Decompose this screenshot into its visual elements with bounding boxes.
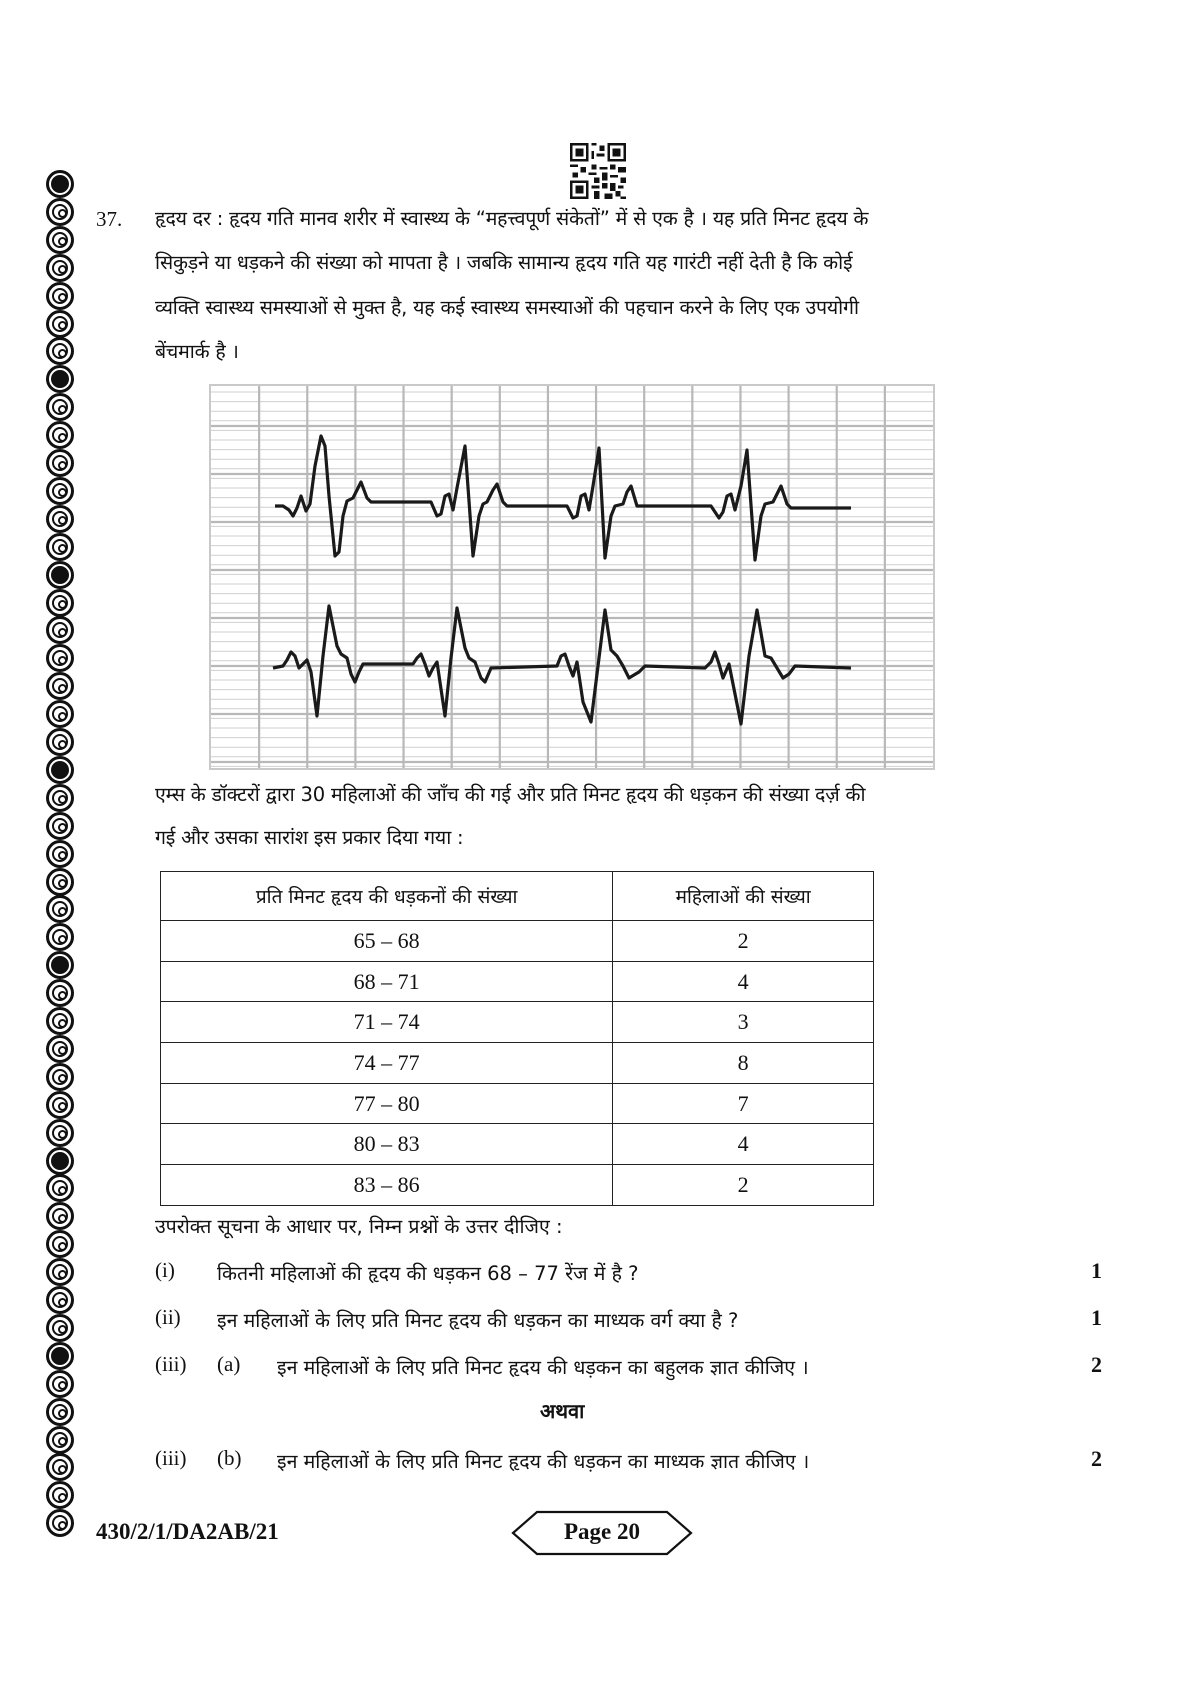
- sub-question-label: (i): [155, 1258, 175, 1282]
- table-row: [161, 1043, 874, 1084]
- question-paragraph-line: हृदय दर : हृदय गति मानव शरीर में स्वास्थ्य के “महत्त्वपूर्ण संकेतों” में से एक है । यह प्रति मिनट हृदय के: [155, 207, 869, 230]
- concentric-circle-marker-icon: [46, 226, 74, 254]
- filled-circle-marker-icon: [46, 365, 74, 393]
- concentric-circle-marker-icon: [46, 840, 74, 868]
- qr-code-icon: [569, 143, 627, 199]
- concentric-circle-marker-icon: [46, 1426, 74, 1454]
- table-header-row: [161, 872, 874, 921]
- concentric-circle-marker-icon: [46, 728, 74, 756]
- frequency: 3: [613, 1002, 874, 1043]
- concentric-circle-marker-icon: [46, 1174, 74, 1202]
- concentric-circle-marker-icon: [46, 254, 74, 282]
- concentric-circle-marker-icon: [46, 1007, 74, 1035]
- class-interval: 80 – 83: [161, 1124, 613, 1165]
- concentric-circle-marker-icon: [46, 1286, 74, 1314]
- marks: 1: [1091, 1258, 1102, 1283]
- concentric-circle-marker-icon: [46, 337, 74, 365]
- question-paragraph-line: व्यक्ति स्वास्थ्य समस्याओं से मुक्त है, यह कई स्वास्थ्य समस्याओं की पहचान करने के लिए एक उपयोगी: [155, 296, 859, 319]
- marks: 1: [1091, 1305, 1102, 1330]
- concentric-circle-marker-icon: [46, 1119, 74, 1147]
- page-number: Page 20: [563, 1519, 640, 1544]
- concentric-circle-marker-icon: [46, 700, 74, 728]
- table-row: [161, 1002, 874, 1043]
- concentric-circle-marker-icon: [46, 1202, 74, 1230]
- table-row: [161, 961, 874, 1002]
- data-intro-line: गई और उसका सारांश इस प्रकार दिया गया :: [155, 826, 464, 849]
- frequency: 8: [613, 1043, 874, 1084]
- ecg-figure: [209, 384, 935, 770]
- frequency: 2: [613, 1165, 874, 1206]
- table-row: [161, 1124, 874, 1165]
- frequency: 4: [613, 1124, 874, 1165]
- question-number: 37.: [96, 207, 123, 231]
- frequency: 4: [613, 961, 874, 1002]
- concentric-circle-marker-icon: [46, 198, 74, 226]
- filled-circle-marker-icon: [46, 561, 74, 589]
- concentric-circle-marker-icon: [46, 1509, 74, 1537]
- table-row: [161, 1165, 874, 1206]
- concentric-circle-marker-icon: [46, 1370, 74, 1398]
- marks: 2: [1091, 1352, 1102, 1377]
- or-label: अथवा: [540, 1399, 585, 1423]
- filled-circle-marker-icon: [46, 1147, 74, 1175]
- sub-question-text: इन महिलाओं के लिए प्रति मिनट हृदय की धड़कन का माध्यक ज्ञात कीजिए ।: [277, 1450, 810, 1473]
- concentric-circle-marker-icon: [46, 421, 74, 449]
- concentric-circle-marker-icon: [46, 1035, 74, 1063]
- data-intro-line: एम्स के डॉक्टरों द्वारा 30 महिलाओं की जाँच की गई और प्रति मिनट हृदय की धड़कन की संख्या दर्ज़ की: [155, 783, 866, 806]
- table-row: [161, 921, 874, 962]
- concentric-circle-marker-icon: [46, 1091, 74, 1119]
- class-interval: 77 – 80: [161, 1083, 613, 1124]
- concentric-circle-marker-icon: [46, 533, 74, 561]
- table-row: [161, 1083, 874, 1124]
- class-interval: 83 – 86: [161, 1165, 613, 1206]
- sub-question-label: (ii): [155, 1305, 181, 1329]
- concentric-circle-marker-icon: [46, 1258, 74, 1286]
- paper-code: 430/2/1/DA2AB/21: [96, 1519, 279, 1544]
- concentric-circle-marker-icon: [46, 644, 74, 672]
- concentric-circle-marker-icon: [46, 1453, 74, 1481]
- concentric-circle-marker-icon: [46, 895, 74, 923]
- concentric-circle-marker-icon: [46, 310, 74, 338]
- frequency-table: [160, 871, 874, 1206]
- question-paragraph-line: बेंचमार्क है ।: [155, 340, 239, 363]
- class-interval: 68 – 71: [161, 961, 613, 1002]
- concentric-circle-marker-icon: [46, 282, 74, 310]
- column-header-women-count: महिलाओं की संख्या: [613, 872, 874, 921]
- concentric-circle-marker-icon: [46, 923, 74, 951]
- concentric-circle-marker-icon: [46, 1481, 74, 1509]
- concentric-circle-marker-icon: [46, 979, 74, 1007]
- class-interval: 71 – 74: [161, 1002, 613, 1043]
- sub-question-text: इन महिलाओं के लिए प्रति मिनट हृदय की धड़कन का माध्यक वर्ग क्या है ?: [217, 1309, 739, 1332]
- sub-question-part: (a): [217, 1352, 241, 1376]
- sub-question-text: इन महिलाओं के लिए प्रति मिनट हृदय की धड़कन का बहुलक ज्ञात कीजिए ।: [277, 1356, 809, 1379]
- concentric-circle-marker-icon: [46, 616, 74, 644]
- concentric-circle-marker-icon: [46, 477, 74, 505]
- concentric-circle-marker-icon: [46, 393, 74, 421]
- filled-circle-marker-icon: [46, 756, 74, 784]
- filled-circle-marker-icon: [46, 951, 74, 979]
- concentric-circle-marker-icon: [46, 672, 74, 700]
- concentric-circle-marker-icon: [46, 868, 74, 896]
- sub-question-i: [155, 1258, 1115, 1288]
- concentric-circle-marker-icon: [46, 1398, 74, 1426]
- filled-circle-marker-icon: [46, 1342, 74, 1370]
- sub-question-label: (iii): [155, 1352, 187, 1376]
- frequency: 7: [613, 1083, 874, 1124]
- questions-intro: उपरोक्त सूचना के आधार पर, निम्न प्रश्नों के उत्तर दीजिए :: [155, 1215, 563, 1238]
- question-paragraph-line: सिकुड़ने या धड़कने की संख्या को मापता है । जबकि सामान्य हृदय गति यह गारंटी नहीं देती है कि कोई: [155, 251, 853, 274]
- column-header-heart-rate: प्रति मिनट हृदय की धड़कनों की संख्या: [161, 872, 613, 921]
- sub-question-label: (iii): [155, 1446, 187, 1470]
- concentric-circle-marker-icon: [46, 1063, 74, 1091]
- concentric-circle-marker-icon: [46, 812, 74, 840]
- frequency: 2: [613, 921, 874, 962]
- marks: 2: [1091, 1446, 1102, 1471]
- page-number-badge: [511, 1510, 693, 1556]
- concentric-circle-marker-icon: [46, 449, 74, 477]
- concentric-circle-marker-icon: [46, 1314, 74, 1342]
- sub-question-iii-b: [155, 1446, 1115, 1476]
- class-interval: 65 – 68: [161, 921, 613, 962]
- sub-question-ii: [155, 1305, 1115, 1335]
- concentric-circle-marker-icon: [46, 589, 74, 617]
- filled-circle-marker-icon: [46, 170, 74, 198]
- class-interval: 74 – 77: [161, 1043, 613, 1084]
- sub-question-text: कितनी महिलाओं की हृदय की धड़कन 68 – 77 रेंज में है ?: [217, 1262, 639, 1285]
- concentric-circle-marker-icon: [46, 505, 74, 533]
- sub-question-iii-a: [155, 1352, 1115, 1382]
- sub-question-part: (b): [217, 1446, 242, 1470]
- concentric-circle-marker-icon: [46, 784, 74, 812]
- concentric-circle-marker-icon: [46, 1230, 74, 1258]
